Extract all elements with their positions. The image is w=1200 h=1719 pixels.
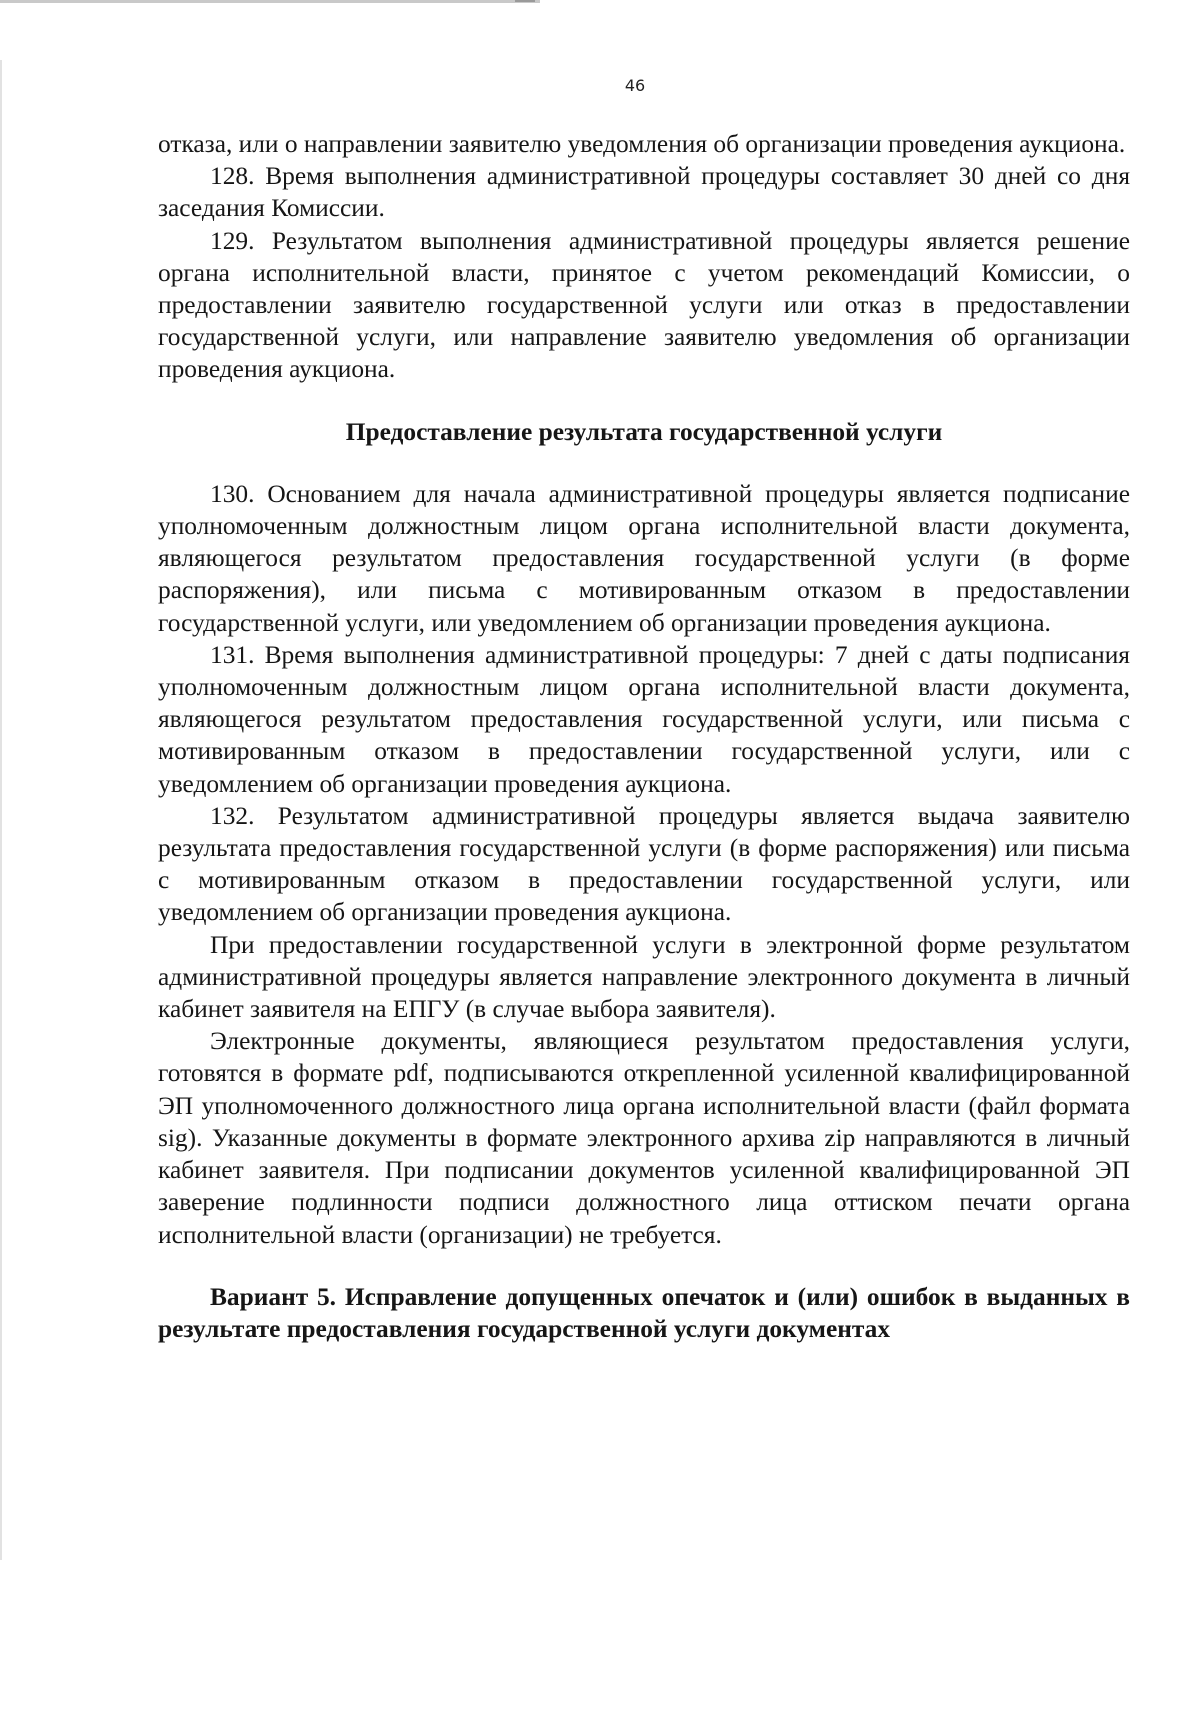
paragraph-electronic-documents: Электронные документы, являющиеся результатом предоставления услуги, готовятся в формате pdf, подписываются открепленной усиленной квалифицированной ЭП уполномоченного должностного лица органа исполнительной власти (файл формата sig). Указанные документы в формате электронного архива zip направляются в личный кабинет заявителя. При подписании документов усиленной квалифицированной ЭП заверение подлинности подписи должностного лица оттиском печати органа исполнительной власти (организации) не требуется. — [158, 1027, 1130, 1249]
scan-edge-top — [0, 0, 540, 3]
variant-5-heading: Вариант 5. Исправление допущенных опечаток и (или) ошибок в выданных в результате предоставления государственной услуги документах — [158, 1282, 1130, 1343]
document-body — [158, 128, 1130, 1345]
page-number: 46 — [624, 76, 646, 95]
scan-edge-left — [0, 60, 2, 1560]
paragraph-electronic-form: При предоставлении государственной услуги в электронной форме результатом административной процедуры является направление электронного документа в личный кабинет заявителя на ЕПГУ (в случае выбора заявителя). — [158, 930, 1130, 1024]
paragraph-130: 130. Основанием для начала административной процедуры является подписание уполномоченным должностным лицом органа исполнительной власти документа, являющегося результатом предоставления государственной услуги (в форме распоряжения), или письма с мотивированным отказом в предоставлении государственной услуги, или уведомлением об организации проведения аукциона. — [158, 479, 1130, 637]
paragraph-129: 129. Результатом выполнения административной процедуры является решение органа исполнительной власти, принятое с учетом рекомендаций Комиссии, о предоставлении заявителю государственной услуги или отказ в предоставлении государственной услуги, или направление заявителю уведомления об организации проведения аукциона. — [158, 226, 1130, 384]
paragraph-128: 128. Время выполнения административной процедуры составляет 30 дней со дня заседания Комиссии. — [158, 162, 1130, 223]
section-heading: Предоставление результата государственной услуги — [345, 417, 943, 446]
scan-edge-mark — [515, 0, 535, 2]
paragraph-131: 131. Время выполнения административной процедуры: 7 дней с даты подписания уполномоченным должностным лицом органа исполнительной власти документа, являющегося результатом предоставления государственной услуги, или письма с мотивированным отказом в предоставлении государственной услуги, или с уведомлением об организации проведения аукциона. — [158, 640, 1130, 798]
paragraph-continuation: отказа, или о направлении заявителю уведомления об организации проведения аукциона. — [158, 130, 1126, 158]
paragraph-132: 132. Результатом административной процедуры является выдача заявителю результата предоставления государственной услуги (в форме распоряжения) или письма с мотивированным отказом в предоставлении государственной услуги, или уведомлением об организации проведения аукциона. — [158, 801, 1130, 927]
